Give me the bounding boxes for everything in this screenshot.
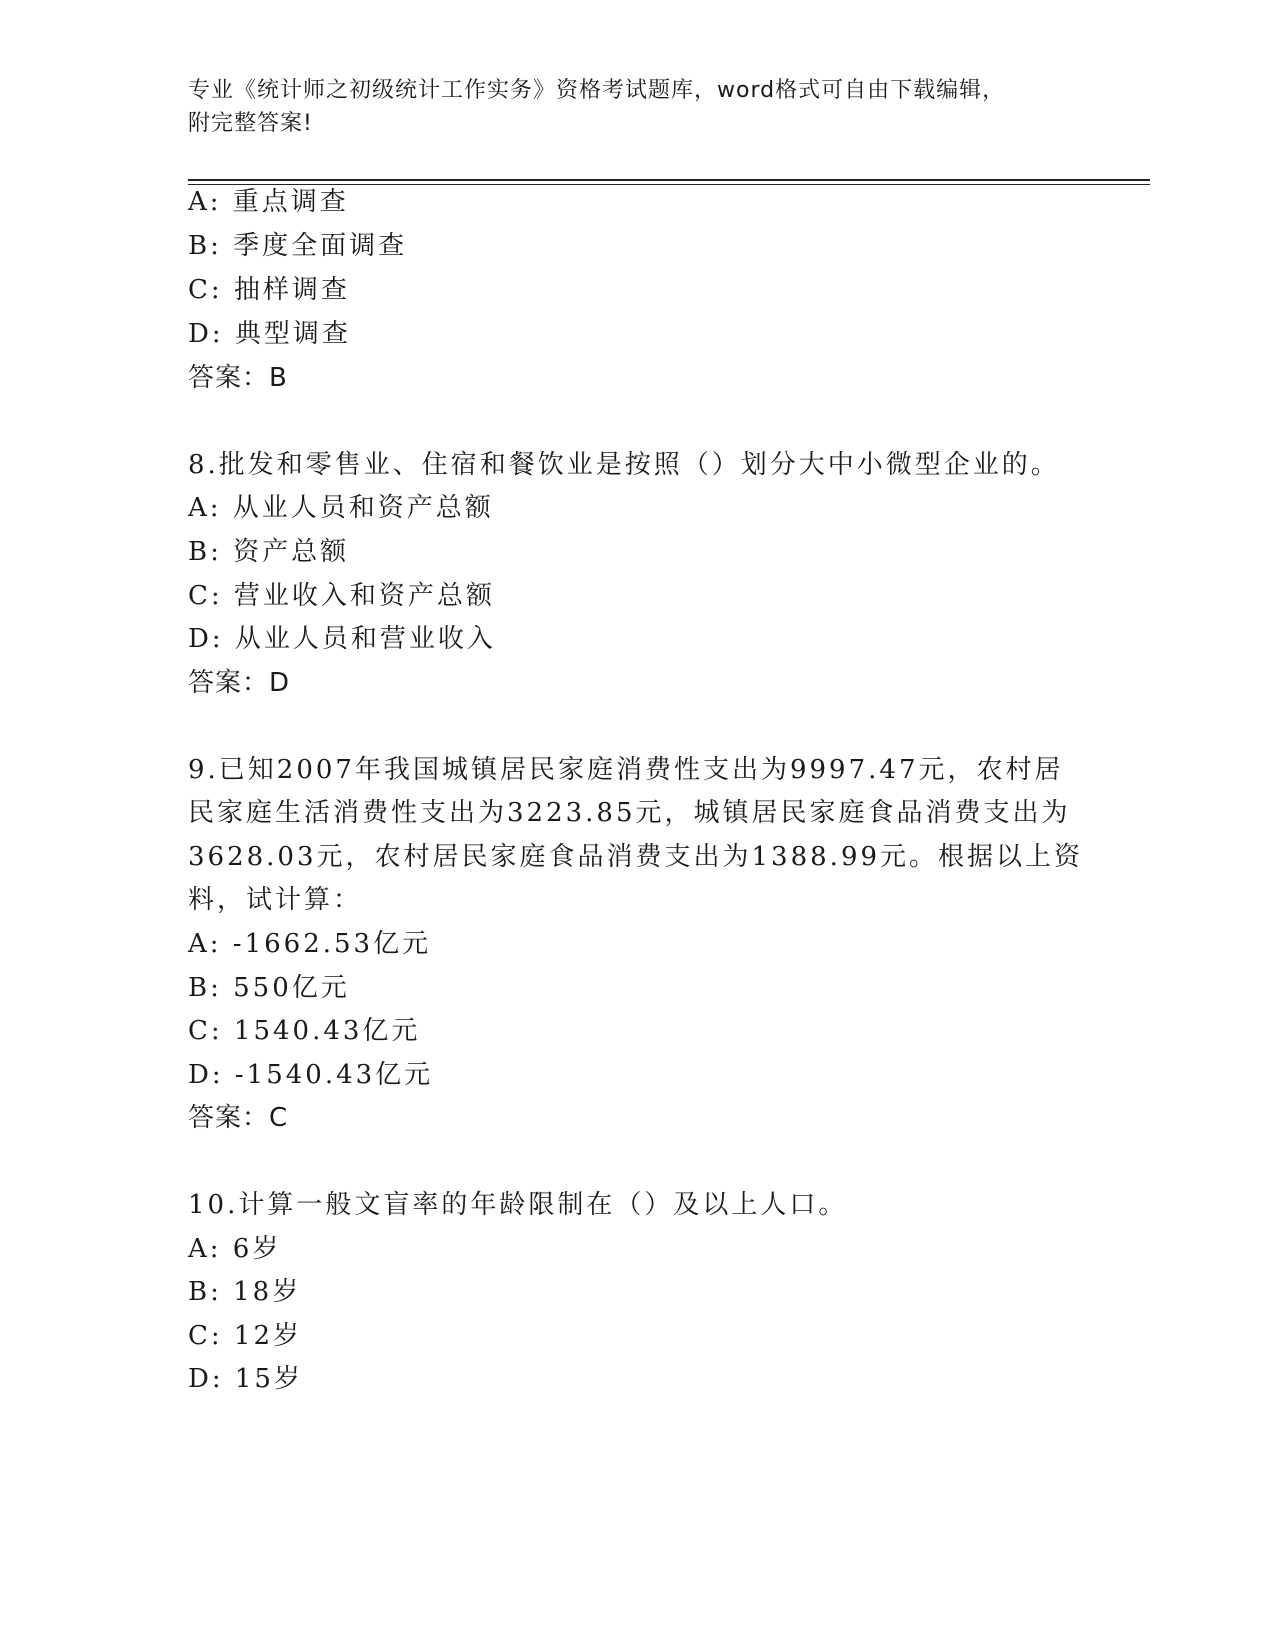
- q9-question-line-1: 9.已知2007年我国城镇居民家庭消费性支出为9997.47元，农村居: [188, 755, 1064, 785]
- q10-question: 10.计算一般文盲率的年龄限制在（）及以上人口。: [188, 1190, 848, 1220]
- q7-option-d: D: 典型调查: [188, 319, 351, 349]
- header-divider-thick: [188, 179, 1150, 181]
- header-line-2: 附完整答案!: [188, 111, 313, 136]
- q10-option-a: A: 6岁: [188, 1234, 282, 1264]
- q7-option-c: C: 抽样调查: [188, 275, 350, 305]
- q8-option-a: A: 从业人员和资产总额: [188, 493, 494, 523]
- document-header: [188, 74, 1088, 140]
- q10-option-b: B: 18岁: [188, 1277, 302, 1307]
- q8-option-b: B: 资产总额: [188, 537, 350, 567]
- header-divider-thin: [188, 184, 1150, 185]
- q9-question-line-2: 民家庭生活消费性支出为3223.85元，城镇居民家庭食品消费支出为: [188, 798, 1071, 828]
- q7-option-b: B: 季度全面调查: [188, 231, 408, 261]
- q9-option-a: A: -1662.53亿元: [188, 929, 432, 959]
- q9-question-line-4: 料，试计算：: [188, 885, 363, 915]
- q9-option-d: D: -1540.43亿元: [188, 1060, 434, 1090]
- q9-option-c: C: 1540.43亿元: [188, 1016, 421, 1046]
- q7-option-a: A: 重点调查: [188, 187, 349, 217]
- q8-option-d: D: 从业人员和营业收入: [188, 624, 496, 654]
- q10-option-c: C: 12岁: [188, 1321, 303, 1351]
- q9-answer: 答案：C: [188, 1103, 289, 1133]
- q10-option-d: D: 15岁: [188, 1364, 303, 1394]
- header-line-1: 专业《统计师之初级统计工作实务》资格考试题库，word格式可自由下载编辑，: [188, 78, 1006, 103]
- q7-answer: 答案：B: [188, 363, 288, 393]
- q8-question: 8.批发和零售业、住宿和餐饮业是按照（）划分大中小微型企业的。: [188, 450, 1060, 480]
- q9-option-b: B: 550亿元: [188, 973, 350, 1003]
- q8-option-c: C: 营业收入和资产总额: [188, 581, 495, 611]
- q8-answer: 答案：D: [188, 668, 291, 698]
- q9-question-line-3: 3628.03元，农村居民家庭食品消费支出为1388.99元。根据以上资: [188, 842, 1084, 872]
